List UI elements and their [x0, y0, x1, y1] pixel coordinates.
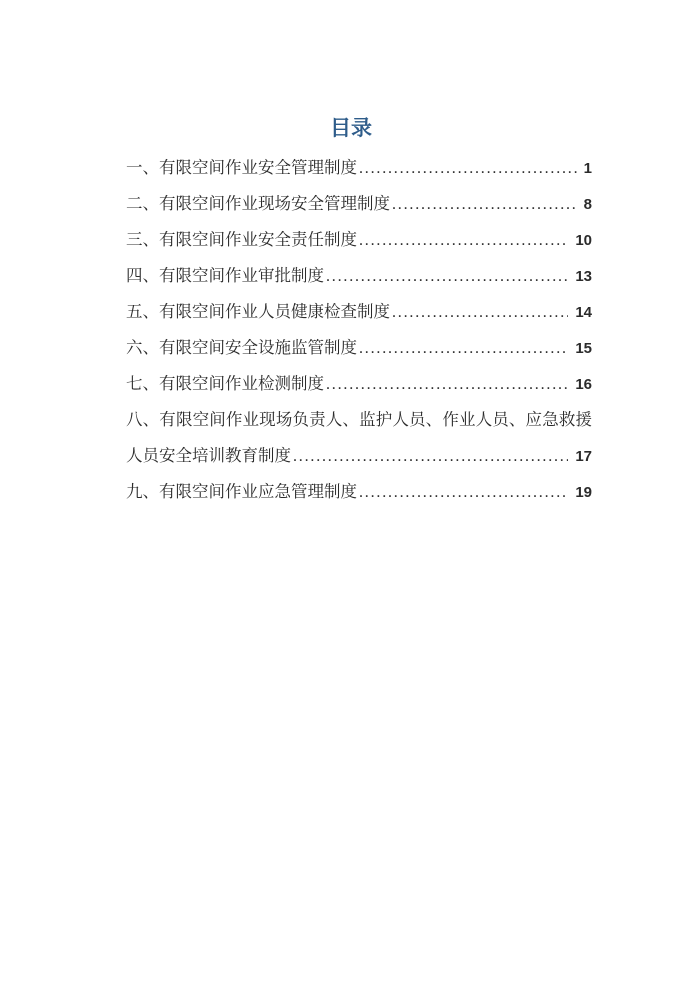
page-number: 1 — [583, 160, 592, 177]
page-number: 10 — [575, 232, 592, 249]
toc-entry-text: 八、有限空间作业现场负责人、监护人员、作业人员、应急救援 — [126, 410, 592, 429]
page-number: 13 — [575, 268, 592, 285]
dot-leader — [293, 438, 568, 475]
toc-entry-text: 七、有限空间作业检测制度 — [126, 374, 324, 393]
toc-entry[interactable] — [126, 402, 592, 438]
page-number: 16 — [575, 376, 592, 393]
toc-entry[interactable] — [126, 438, 592, 474]
toc-entry-text: 人员安全培训教育制度 — [126, 446, 291, 465]
page-number: 8 — [583, 196, 592, 213]
toc-entry-text: 一、有限空间作业安全管理制度 — [126, 158, 357, 177]
toc-entry[interactable] — [126, 474, 592, 510]
page-number: 17 — [575, 448, 592, 465]
toc-entry[interactable] — [126, 222, 592, 258]
toc-entry[interactable] — [126, 258, 592, 294]
toc-entry-text: 五、有限空间作业人员健康检查制度 — [126, 302, 390, 321]
dot-leader — [359, 222, 568, 259]
dot-leader — [359, 150, 577, 187]
toc-entry[interactable] — [126, 366, 592, 402]
dot-leader — [326, 258, 568, 295]
toc-entry[interactable] — [126, 330, 592, 366]
toc-entry-text: 九、有限空间作业应急管理制度 — [126, 482, 357, 501]
dot-leader — [392, 294, 568, 331]
page-number: 19 — [575, 484, 592, 501]
toc-entry-text: 三、有限空间作业安全责任制度 — [126, 230, 357, 249]
page-number: 15 — [575, 340, 592, 357]
toc-entry-text: 六、有限空间安全设施监管制度 — [126, 338, 357, 357]
toc-entry[interactable] — [126, 186, 592, 222]
toc-entry-text: 四、有限空间作业审批制度 — [126, 266, 324, 285]
toc-entry[interactable] — [126, 150, 592, 186]
dot-leader — [359, 474, 568, 511]
toc-entry-text: 二、有限空间作业现场安全管理制度 — [126, 194, 390, 213]
toc-entry[interactable] — [126, 294, 592, 330]
toc-list — [126, 150, 592, 510]
dot-leader — [326, 366, 568, 403]
toc-title: 目录 — [330, 116, 372, 140]
dot-leader — [392, 186, 577, 223]
page-number: 14 — [575, 304, 592, 321]
dot-leader — [359, 330, 568, 367]
